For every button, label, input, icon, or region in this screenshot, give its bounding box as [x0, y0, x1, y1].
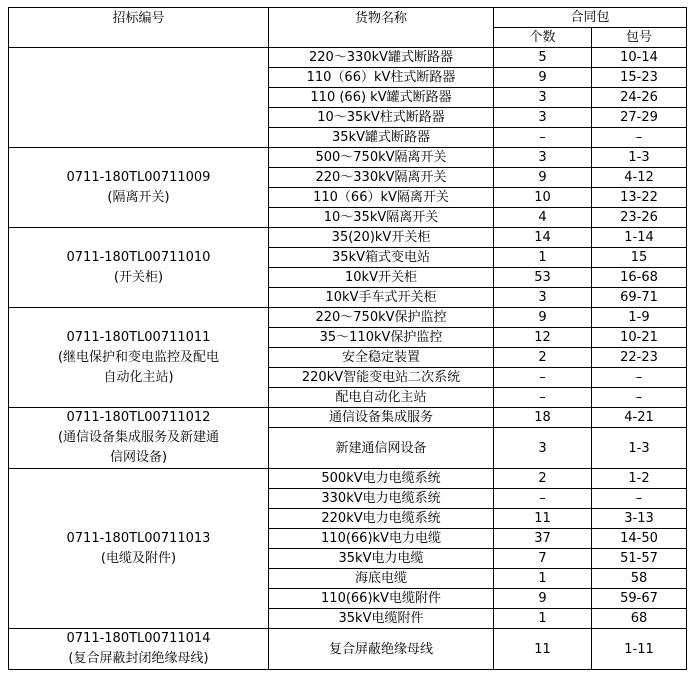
lot-number-cell [9, 48, 269, 148]
header-package-no: 包号 [592, 28, 687, 48]
goods-name-cell: 10～35kV柱式断路器 [269, 108, 494, 128]
count-cell: – [494, 128, 592, 148]
lot-number-line: (复合屏蔽封闭绝缘母线) [68, 651, 209, 666]
lot-number-line: 0711-180TL00711011 [66, 329, 211, 345]
header-count: 个数 [494, 28, 592, 48]
goods-name-cell: 220～330kV罐式断路器 [269, 48, 494, 68]
goods-name-cell: 110（66）kV柱式断路器 [269, 68, 494, 88]
count-cell: 3 [494, 428, 592, 469]
lot-number-line: 0711-180TL00711010 [66, 249, 211, 265]
package-no-cell: 22-23 [592, 348, 687, 368]
package-no-cell: 15-23 [592, 68, 687, 88]
goods-name-cell: 35(20)kV开关柜 [269, 228, 494, 248]
table-row [9, 469, 687, 489]
goods-name-cell: 330kV电力电缆系统 [269, 489, 494, 509]
goods-name-cell: 35～110kV保护监控 [269, 328, 494, 348]
package-no-cell: 1-3 [592, 428, 687, 469]
lot-number-line: 0711-180TL00711013 [66, 530, 211, 546]
count-cell: – [494, 388, 592, 408]
count-cell: 14 [494, 228, 592, 248]
count-cell: 9 [494, 589, 592, 609]
goods-name-cell: 220kV智能变电站二次系统 [269, 368, 494, 388]
procurement-table [8, 7, 687, 670]
package-no-cell: 68 [592, 609, 687, 629]
table-row [9, 408, 687, 428]
goods-name-cell: 220kV电力电缆系统 [269, 509, 494, 529]
count-cell: 11 [494, 509, 592, 529]
goods-name-cell: 35kV箱式变电站 [269, 248, 494, 268]
package-no-cell: – [592, 489, 687, 509]
lot-number-cell [9, 629, 269, 670]
package-no-cell: 1-11 [592, 629, 687, 670]
goods-name-cell: 通信设备集成服务 [269, 408, 494, 428]
package-no-cell: – [592, 388, 687, 408]
package-no-cell: 24-26 [592, 88, 687, 108]
table-row [9, 148, 687, 168]
package-no-cell: 58 [592, 569, 687, 589]
package-no-cell: – [592, 128, 687, 148]
package-no-cell: 16-68 [592, 268, 687, 288]
lot-number-cell [9, 228, 269, 308]
goods-name-cell: 海底电缆 [269, 569, 494, 589]
count-cell: 4 [494, 208, 592, 228]
count-cell: 12 [494, 328, 592, 348]
count-cell: – [494, 489, 592, 509]
count-cell: 7 [494, 549, 592, 569]
count-cell: 2 [494, 469, 592, 489]
lot-number-cell [9, 469, 269, 629]
count-cell: 9 [494, 168, 592, 188]
lot-number-line: (开关柜) [113, 269, 164, 285]
table-row [9, 228, 687, 248]
count-cell: 2 [494, 348, 592, 368]
lot-number-cell [9, 308, 269, 408]
goods-name-cell: 110（66）kV隔离开关 [269, 188, 494, 208]
goods-name-cell: 安全稳定装置 [269, 348, 494, 368]
count-cell: 37 [494, 529, 592, 549]
table-row [9, 308, 687, 328]
goods-name-cell: 复合屏蔽绝缘母线 [269, 629, 494, 670]
package-no-cell: 10-21 [592, 328, 687, 348]
package-no-cell: 69-71 [592, 288, 687, 308]
package-no-cell: 59-67 [592, 589, 687, 609]
lot-number-line: (电缆及附件) [100, 550, 177, 566]
lot-number-line: 0711-180TL00711012 [66, 410, 211, 425]
lot-number-line: (继电保护和变电监控及配电 [57, 349, 220, 365]
package-no-cell: 4-12 [592, 168, 687, 188]
count-cell: 1 [494, 569, 592, 589]
count-cell: 5 [494, 48, 592, 68]
count-cell: 10 [494, 188, 592, 208]
goods-name-cell: 110(66)kV电力电缆 [269, 529, 494, 549]
goods-name-cell: 配电自动化主站 [269, 388, 494, 408]
goods-name-cell: 10kV开关柜 [269, 268, 494, 288]
package-no-cell: 10-14 [592, 48, 687, 68]
package-no-cell: 23-26 [592, 208, 687, 228]
lot-number-line: 0711-180TL00711009 [66, 169, 211, 185]
goods-name-cell: 10kV手车式开关柜 [269, 288, 494, 308]
package-no-cell: 51-57 [592, 549, 687, 569]
package-no-cell: – [592, 368, 687, 388]
header-goods: 货物名称 [269, 8, 494, 48]
package-no-cell: 15 [592, 248, 687, 268]
table-row [9, 48, 687, 68]
package-no-cell: 13-22 [592, 188, 687, 208]
count-cell: 3 [494, 88, 592, 108]
goods-name-cell: 35kV罐式断路器 [269, 128, 494, 148]
lot-number-cell [9, 408, 269, 469]
table-row [9, 629, 687, 670]
lot-number-cell [9, 148, 269, 228]
table-body [9, 48, 687, 670]
count-cell: 1 [494, 609, 592, 629]
package-no-cell: 1-2 [592, 469, 687, 489]
package-no-cell: 14-50 [592, 529, 687, 549]
goods-name-cell: 220～750kV保护监控 [269, 308, 494, 328]
goods-name-cell: 110(66)kV电缆附件 [269, 589, 494, 609]
goods-name-cell: 35kV电缆附件 [269, 609, 494, 629]
header-contract-package: 合同包 [494, 8, 687, 28]
goods-name-cell: 10～35kV隔离开关 [269, 208, 494, 228]
package-no-cell: 1-9 [592, 308, 687, 328]
goods-name-cell: 220～330kV隔离开关 [269, 168, 494, 188]
count-cell: 18 [494, 408, 592, 428]
header-row-1 [9, 8, 687, 28]
lot-number-line: 自动化主站) [103, 369, 174, 385]
goods-name-cell: 新建通信网设备 [269, 428, 494, 469]
count-cell: 3 [494, 288, 592, 308]
count-cell: – [494, 368, 592, 388]
lot-number-line: 0711-180TL00711014 [66, 631, 211, 646]
count-cell: 1 [494, 248, 592, 268]
header-lot: 招标编号 [9, 8, 269, 48]
package-no-cell: 3-13 [592, 509, 687, 529]
count-cell: 9 [494, 308, 592, 328]
count-cell: 11 [494, 629, 592, 670]
lot-number-line: 信网设备) [109, 450, 168, 465]
lot-number-line: (通信设备集成服务及新建通 [57, 430, 220, 445]
count-cell: 3 [494, 108, 592, 128]
count-cell: 9 [494, 68, 592, 88]
goods-name-cell: 500～750kV隔离开关 [269, 148, 494, 168]
count-cell: 3 [494, 148, 592, 168]
package-no-cell: 1-14 [592, 228, 687, 248]
package-no-cell: 4-21 [592, 408, 687, 428]
lot-number-line: (隔离开关) [107, 189, 170, 205]
package-no-cell: 27-29 [592, 108, 687, 128]
package-no-cell: 1-3 [592, 148, 687, 168]
goods-name-cell: 35kV电力电缆 [269, 549, 494, 569]
count-cell: 53 [494, 268, 592, 288]
goods-name-cell: 500kV电力电缆系统 [269, 469, 494, 489]
goods-name-cell: 110 (66) kV罐式断路器 [269, 88, 494, 108]
